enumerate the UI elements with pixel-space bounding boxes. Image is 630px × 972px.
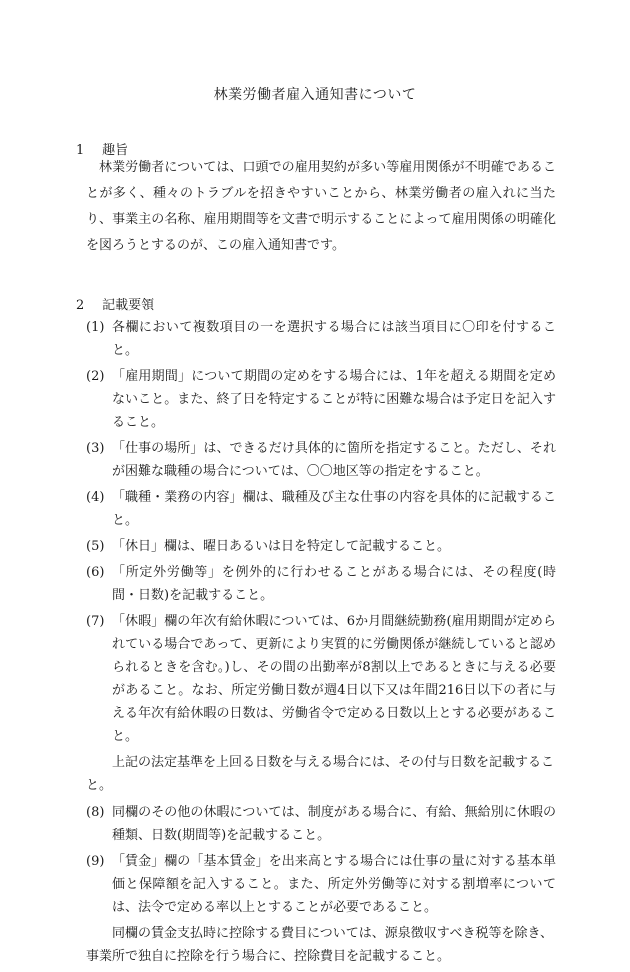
list-item <box>86 535 556 558</box>
item-number: (1) <box>86 320 105 335</box>
list-item <box>86 365 556 434</box>
item-number: (5) <box>86 539 105 554</box>
item-text: 同欄のその他の休暇については、制度がある場合に、有給、無給別に休暇の種類、日数(期間等)を記載すること。 <box>112 805 556 843</box>
list-item <box>86 316 556 362</box>
section-2-number: 2 <box>76 298 85 313</box>
item-text: 「休日」欄は、曜日あるいは日を特定して記載すること。 <box>112 539 451 554</box>
list-item <box>86 437 556 483</box>
item-note <box>86 751 556 797</box>
instruction-list <box>86 316 556 972</box>
section-1-body: 林業労働者については、口頭での雇用契約が多い等雇用関係が不明確であることが多く、種々のトラブルを招きやすいことから、林業労働者の雇入れに当たり、事業主の名称、雇用期間等を文書で明示することによって雇用関係の明確化を図ろうとするのが、この雇入通知書です。 <box>86 160 556 253</box>
item-number: (8) <box>86 805 105 820</box>
list-item <box>86 801 556 847</box>
item-number: (2) <box>86 369 105 384</box>
section-1-number: 1 <box>76 143 85 158</box>
list-item <box>86 486 556 532</box>
document-title: 林業労働者雇入通知書について <box>213 87 417 103</box>
section-2-title: 記載要領 <box>102 298 155 313</box>
section-2-heading <box>76 294 154 313</box>
item-text: 「所定外労働等」を例外的に行わせることがある場合には、その程度(時間・日数)を記載すること。 <box>112 565 556 603</box>
item-note-text: 同欄の賃金支払時に控除する費目については、源泉徴収すべき税等を除き、事業所で独自に控除を行う場合に、控除費目を記載すること。 <box>86 926 553 964</box>
list-item <box>86 850 556 919</box>
item-text: 「賃金」欄の「基本賃金」を出来高とする場合には仕事の量に対する基本単価と保障額を記入すること。また、所定外労働等に対する割増率については、法令で定める率以上とすることが必要であること。 <box>112 854 556 915</box>
list-item <box>86 610 556 748</box>
item-text: 「職種・業務の内容」欄は、職種及び主な仕事の内容を具体的に記載すること。 <box>112 490 556 528</box>
item-number: (4) <box>86 490 105 505</box>
list-item <box>86 561 556 607</box>
item-number: (3) <box>86 441 105 456</box>
item-number: (9) <box>86 854 105 869</box>
item-number: (6) <box>86 565 105 580</box>
item-note <box>86 922 556 968</box>
item-text: 各欄において複数項目の一を選択する場合には該当項目に〇印を付すること。 <box>112 320 556 358</box>
item-number: (7) <box>86 614 105 629</box>
item-text: 「仕事の場所」は、できるだけ具体的に箇所を指定すること。ただし、それが困難な職種の場合については、〇〇地区等の指定をすること。 <box>112 441 556 479</box>
section-1-title: 趣旨 <box>102 143 129 158</box>
item-text: 「雇用期間」について期間の定めをする場合には、1年を超える期間を定めないこと。また、終了日を特定することが特に困難な場合は予定日を記入すること。 <box>112 369 556 430</box>
item-note-text: 上記の法定基準を上回る日数を与える場合には、その付与日数を記載すること。 <box>86 755 555 793</box>
item-text: 「休暇」欄の年次有給休暇については、6か月間継続勤務(雇用期間が定められている場合であって、更新により実質的に労働関係が継続していると認められるときを含む。)し、その間の出勤率が8割以上であるときに与える必要があること。なお、所定労働日数が週4日以下又は年間216日以下の者に与える年次有給休暇の日数は、労働省令で定める日数以上とする必要があること。 <box>112 614 556 744</box>
